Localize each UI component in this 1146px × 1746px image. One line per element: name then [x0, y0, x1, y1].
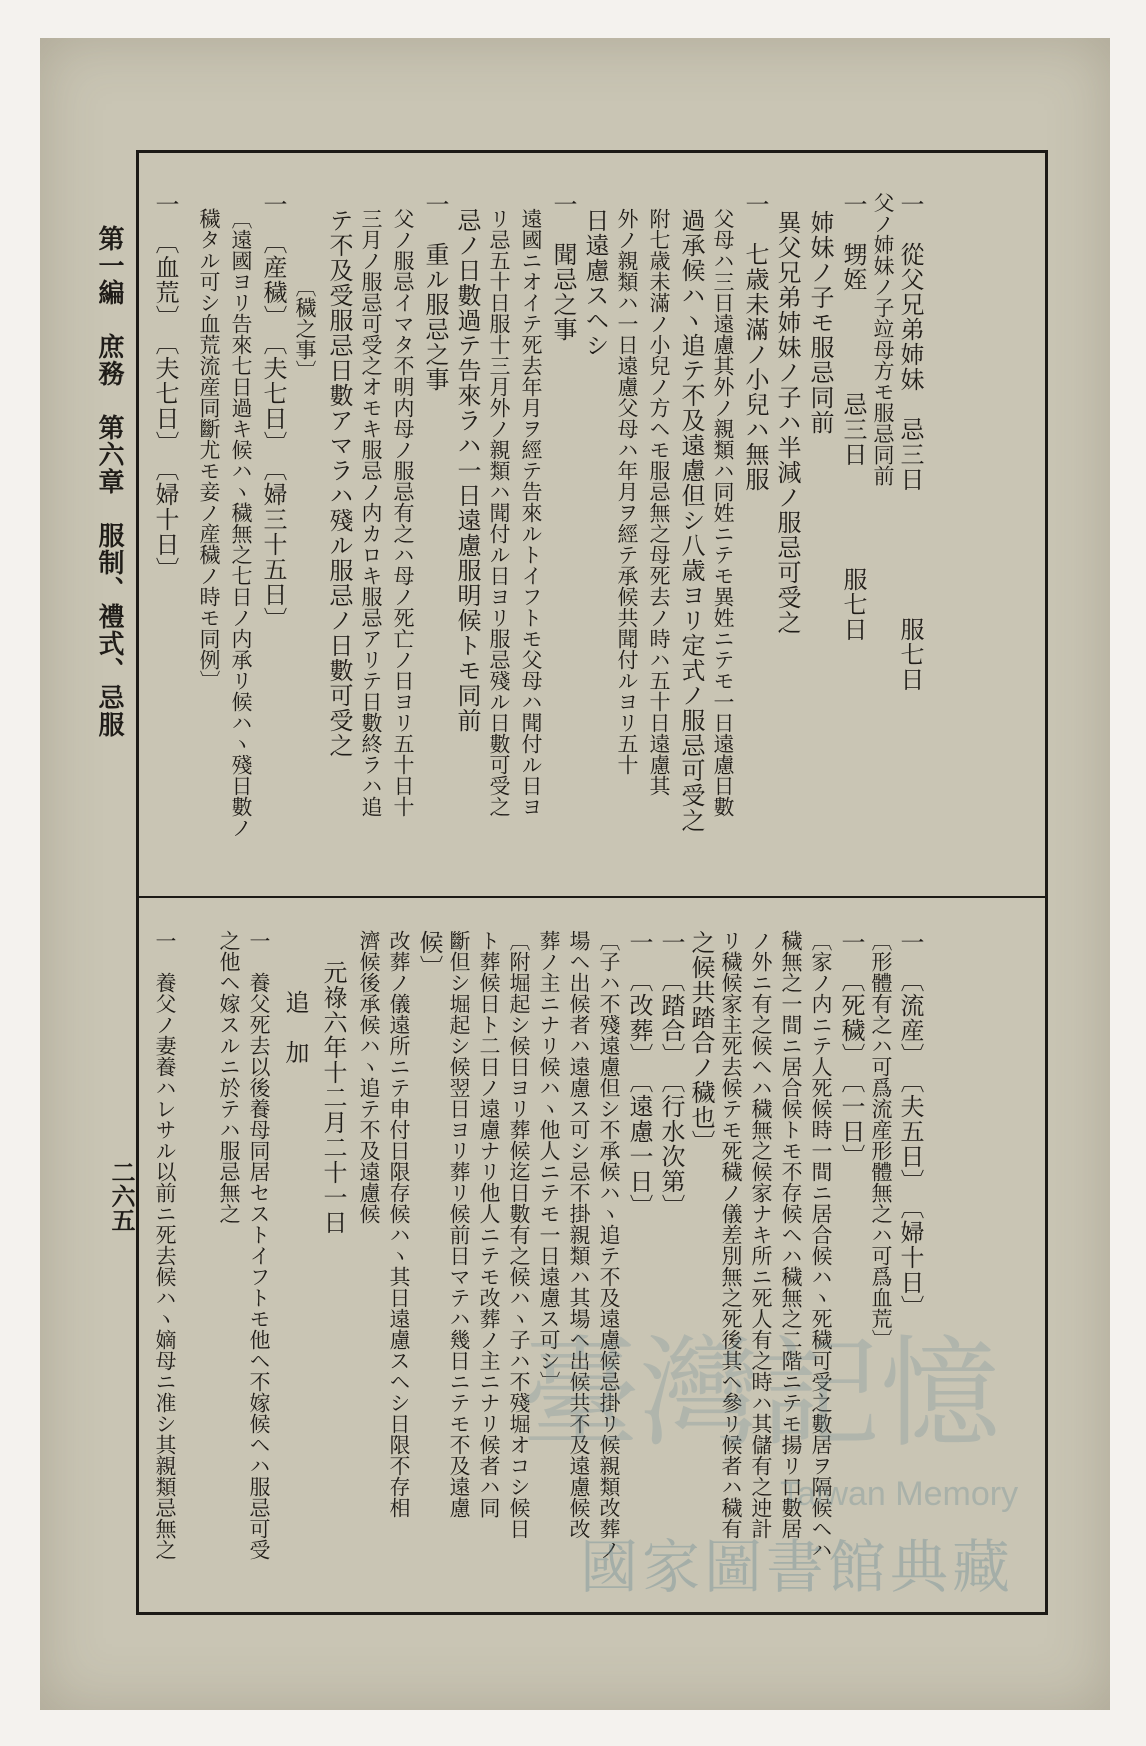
text-column: ノ外ニ有之候ヘハ穢無之候家ナキ所ニ死人有之時ハ其儲有之迚計 — [749, 930, 773, 1539]
text-column: 姉妹ノ子モ服忌同前 — [806, 210, 834, 435]
text-column: 日遠慮スヘシ — [581, 208, 609, 358]
text-column: 一 〔改葬〕 〔遠慮一日〕 — [625, 930, 653, 1219]
text-column: 一 養父ノ妻養ハレサル以前ニ死去候ハヽ嫡母ニ准シ其親類忌無之 — [153, 930, 177, 1560]
text-column: 之他ヘ嫁スルニ於テハ服忌無之 — [217, 930, 241, 1224]
text-column: 一 〔流産〕 〔夫五日〕 〔婦十日〕 — [896, 930, 924, 1320]
text-column: 追 加 — [281, 990, 309, 1065]
text-column: リ忌五十日服十三月外ノ親類ハ聞付ル日ヨリ服忌殘ル日數可受之 — [487, 208, 511, 817]
text-column: 〔穢之事〕 — [293, 276, 317, 381]
text-column: 改葬ノ儀遠所ニテ申付日限存候ハヽ其日遠慮スヘシ日限不存相 — [387, 930, 411, 1518]
text-column: 遠國ニオイテ死去年月ヲ經テ告來ルトイフトモ父母ハ聞付ル日ヨ — [519, 208, 543, 817]
text-column: ト葬候日ト二日ノ遠慮ナリ他人ニテモ改葬ノ主ニナリ候者ハ同 — [477, 930, 501, 1518]
watermark-english: Taiwan Memory — [780, 1475, 1019, 1513]
text-column: 父ノ姉妹ノ子竝母方モ服忌同前 — [871, 192, 895, 486]
text-column: 〔遠國ヨリ告來七日過キ候ハヽ穢無之七日ノ内承リ候ハヽ殘日數ノ — [229, 208, 253, 838]
text-column: 〔形體有之ハ可爲流産形體無之ハ可爲血荒〕 — [869, 930, 893, 1350]
text-column: 一 〔踏合〕 〔行水次第〕 — [657, 930, 685, 1219]
text-column: 場ヘ出候者ハ遠慮ス可シ忌不掛親類ハ其場ヘ出候共不及遠慮候改 — [567, 930, 591, 1539]
text-column: 過承候ハヽ追テ不及遠慮但シ八歳ヨリ定式ノ服忌可受之 — [677, 208, 705, 833]
text-column: 葬ノ主ニナリ候ハヽ他人ニテモ一日遠慮ス可シ〕 — [537, 930, 561, 1392]
text-column: 〔家ノ内ニテ人死候時一間ニ居合候ハヽ死穢可受之數居ヲ隔候ヘハ — [809, 930, 833, 1560]
text-column: 一 〔死穢〕 〔一日〕 — [837, 930, 865, 1169]
watermark-logo: 臺灣記憶 — [520, 1325, 1000, 1464]
chapter-header: 第一編 庶務 第六章 服制、禮式、忌服 — [94, 225, 124, 738]
text-column: 一 從父兄弟姉妹 忌三日 服七日 — [896, 192, 924, 692]
text-column: 一 〔血荒〕 〔夫七日〕 〔婦十日〕 — [151, 192, 179, 582]
page-number: 二六五 — [107, 1160, 136, 1232]
text-column: 之候共踏合ノ穢也〕 — [687, 930, 715, 1155]
text-column: 一 甥姪 忌三日 服七日 — [839, 192, 867, 642]
text-column: 〔子ハ不殘遠慮但シ不承候ハヽ追テ不及遠慮候忌掛リ候親類改葬ノ — [597, 930, 621, 1560]
text-column: 三月ノ服忌可受之オモキ服忌ノ内カロキ服忌アリテ日數終ラハ追 — [359, 208, 383, 817]
text-column: 斷但シ堀起シ候翌日ヨリ葬リ候前日マテハ幾日ニテモ不及遠慮 — [447, 930, 471, 1518]
text-column: 外ノ親類ハ一日遠慮父母ハ年月ヲ經テ承候共聞付ルヨリ五十 — [615, 208, 639, 775]
text-column: 一 〔産穢〕 〔夫七日〕 〔婦三十五日〕 — [259, 192, 287, 632]
watermark-library: 國家圖書館典藏 — [580, 1533, 1015, 1601]
text-column: 濟候後承候ハヽ追テ不及遠慮候 — [357, 930, 381, 1224]
text-column: 元祿六年十二月二十一日 — [319, 960, 347, 1235]
text-column: 〔附堀起シ候日ヨリ葬候迄日數有之候ハヽ子ハ不殘堀オコシ候日 — [507, 930, 531, 1539]
text-column: 附七歳未滿ノ小兒ノ方ヘモ服忌無之母死去ノ時ハ五十日遠慮其 — [647, 208, 671, 796]
text-column: 異父兄弟姉妹ノ子ハ半減ノ服忌可受之 — [773, 210, 801, 635]
text-column: 穢タル可シ血荒流産同斷尤モ妾ノ産穢ノ時モ同例〕 — [197, 208, 221, 691]
text-column: 一 重ル服忌之事 — [421, 192, 449, 392]
text-column: 穢無之一間ニ居合候トモ不存候ヘハ穢無之二階ニテモ揚リ口數居 — [779, 930, 803, 1539]
text-column: テ不及受服忌日數アマラハ殘ル服忌ノ日數可受之 — [325, 208, 353, 758]
text-column: 一 七歳未滿ノ小兒ハ無服 — [741, 192, 769, 492]
text-column: 一 養父死去以後養母同居セストイフトモ他ヘ不嫁候ヘハ服忌可受 — [247, 930, 271, 1560]
section-divider — [136, 896, 1048, 898]
text-column: 忌ノ日數過テ告來ラハ一日遠慮服明候トモ同前 — [453, 208, 481, 733]
text-column: 候〕 — [415, 930, 443, 980]
text-column: 一 聞忌之事 — [549, 192, 577, 342]
text-column: 父母ハ三日遠慮其外ノ親類ハ同姓ニテモ異姓ニテモ一日遠慮日數 — [711, 208, 735, 817]
text-column: リ穢候家主死去候テモ死穢ノ儀差別無之死後其ヘ參リ候者ハ穢有 — [719, 930, 743, 1539]
text-column: 父ノ服忌イマタ不明内母ノ服忌有之ハ母ノ死亡ノ日ヨリ五十日十 — [391, 208, 415, 817]
